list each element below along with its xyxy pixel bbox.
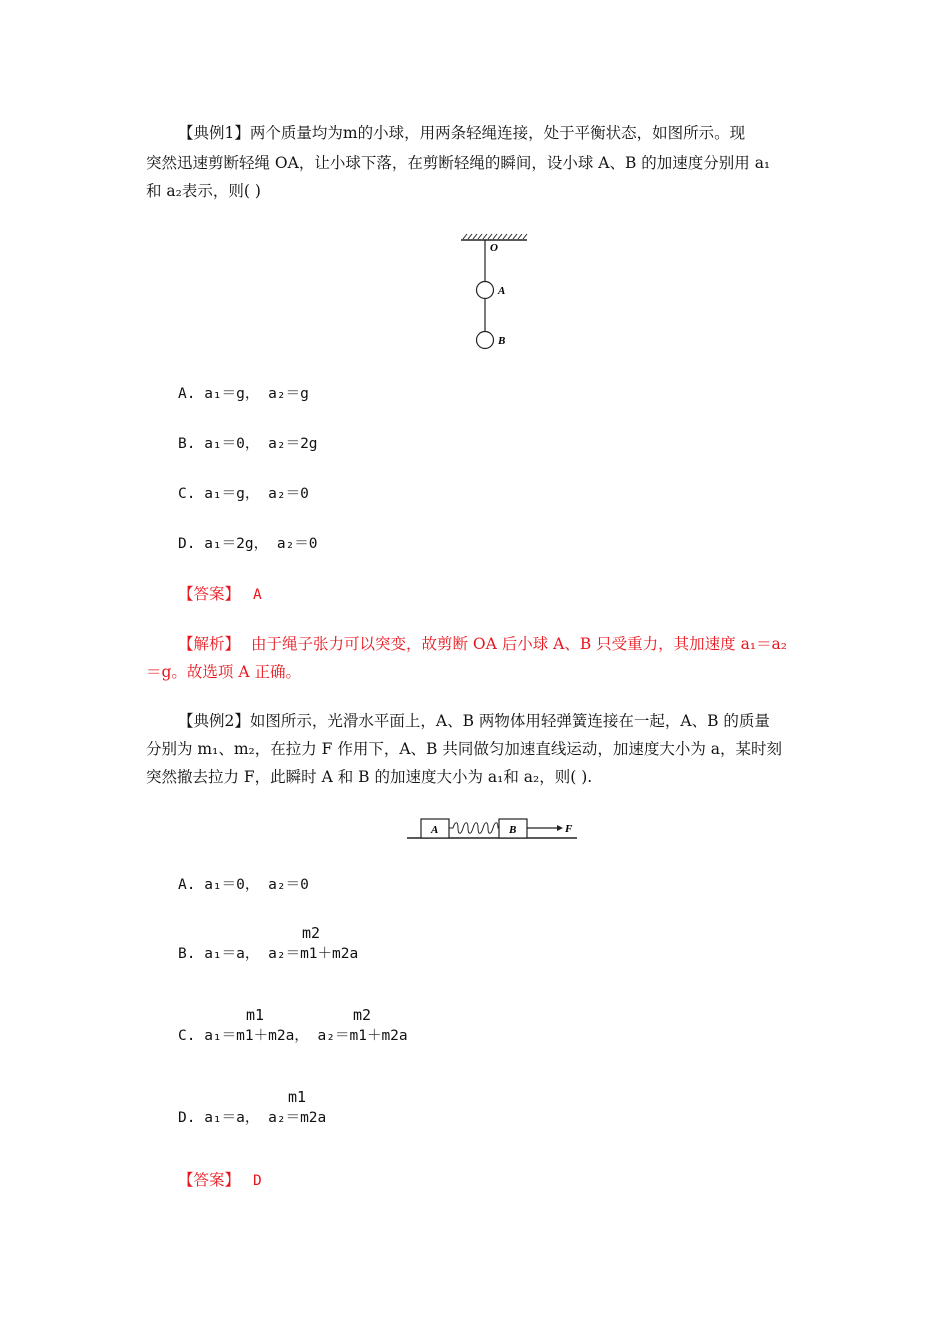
ex1-analysis-label: 【解析】	[178, 635, 241, 653]
spring	[449, 823, 503, 834]
ex1-option-a[interactable]: A. a₁＝g， a₂＝g	[178, 386, 309, 402]
ex1-option-b[interactable]: B. a₁＝0， a₂＝2g	[178, 436, 318, 452]
ex2-line2: 分别为 m₁、m₂，在拉力 F 作用下，A、B 共同做匀加速直线运动，加速度大小为 a，某时刻	[146, 740, 783, 758]
ex2-option-c-fraction-top-1: m1	[246, 1006, 265, 1024]
ball-B	[477, 332, 494, 349]
label-B: B	[509, 824, 517, 836]
ex1-option-d[interactable]: D. a₁＝2g， a₂＝0	[178, 536, 318, 552]
ex2-option-b[interactable]: B. a₁＝a， a₂＝m1＋m2a	[178, 946, 359, 962]
ex1-analysis-line2: ＝g。故选项 A 正确。	[146, 663, 301, 681]
ex1-line2: 突然迅速剪断轻绳 OA，让小球下落，在剪断轻绳的瞬间，设小球 A、B 的加速度分别用 a₁	[146, 154, 771, 172]
ex1-answer	[178, 582, 262, 604]
ceiling-hatch	[461, 234, 527, 240]
label-F: F	[565, 823, 573, 835]
ex2-line1-text: 如图所示，光滑水平面上，A、B 两物体用轻弹簧连接在一起，A、B 的质量	[249, 712, 770, 730]
ex2-option-a[interactable]: A. a₁＝0， a₂＝0	[178, 877, 309, 893]
ex2-option-c[interactable]: C. a₁＝m1＋m2a， a₂＝m1＋m2a	[178, 1028, 408, 1044]
ex2-line1	[178, 709, 770, 731]
ex1-answer-label: 【答案】	[178, 585, 241, 603]
ex2-answer	[178, 1168, 262, 1190]
ex2-option-b-fraction-top: m2	[302, 924, 321, 942]
ex1-line1	[178, 121, 745, 143]
ex1-figure-hanging-balls	[455, 228, 535, 356]
ex1-answer-value: A	[252, 587, 262, 603]
ex1-analysis-text: 由于绳子张力可以突变，故剪断 OA 后小球 A、B 只受重力，其加速度 a₁＝a₂	[250, 635, 787, 653]
ex2-answer-value: D	[252, 1173, 262, 1189]
ex1-heading: 【典例1】	[178, 124, 250, 142]
ex2-option-d[interactable]: D. a₁＝a， a₂＝m2a	[178, 1110, 327, 1126]
arrow-head	[557, 825, 563, 831]
label-O: O	[490, 242, 498, 254]
ex2-option-c-fraction-top-2: m2	[353, 1006, 372, 1024]
label-A: A	[431, 824, 439, 836]
ex1-analysis-line1	[178, 632, 787, 654]
ex1-option-c[interactable]: C. a₁＝g， a₂＝0	[178, 486, 309, 502]
ex2-line3: 突然撤去拉力 F，此瞬时 A 和 B 的加速度大小为 a₁和 a₂，则( ).	[146, 768, 593, 786]
label-B: B	[498, 335, 506, 347]
ex2-answer-label: 【答案】	[178, 1171, 241, 1189]
ex1-line1-text: 两个质量均为m的小球，用两条轻绳连接，处于平衡状态，如图所示。现	[249, 124, 746, 142]
ball-A	[477, 282, 494, 299]
ex2-figure-spring-blocks	[405, 814, 581, 844]
ex2-heading: 【典例2】	[178, 712, 250, 730]
ex1-line3: 和 a₂表示，则( )	[146, 182, 261, 200]
ex2-option-d-fraction-top: m1	[288, 1088, 307, 1106]
label-A: A	[498, 285, 506, 297]
